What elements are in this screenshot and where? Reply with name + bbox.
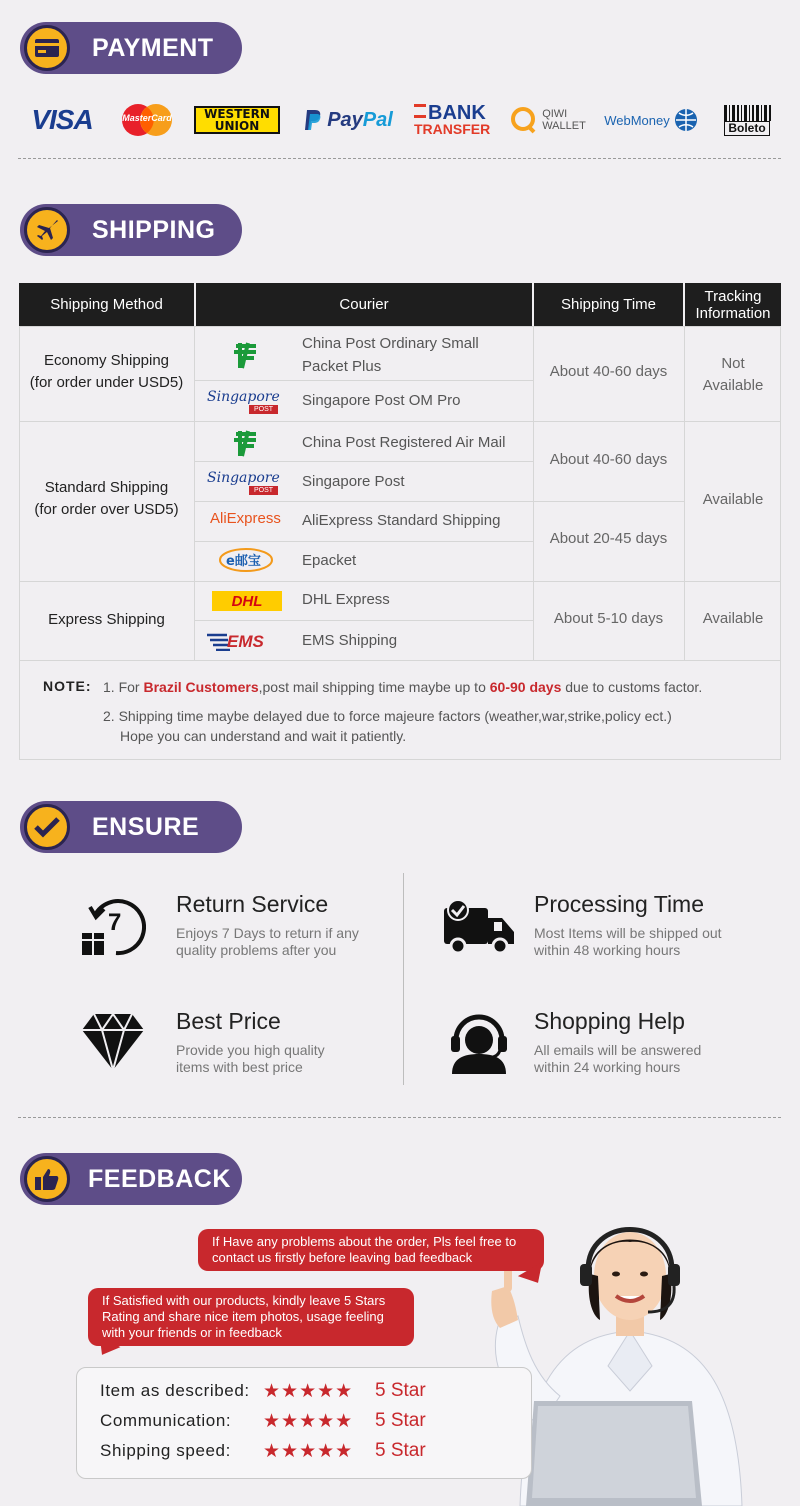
feedback-section-header	[20, 1153, 242, 1205]
best-price-desc	[176, 1042, 325, 1076]
desc-line: All emails will be answered	[534, 1042, 702, 1058]
epacket-logo-text: e邮宝	[226, 554, 261, 569]
webmoney-text: WebMoney	[604, 112, 670, 128]
express-tracking: Available	[702, 610, 764, 627]
note-highlight-brazil: Brazil Customers	[143, 679, 259, 695]
processing-time-desc	[534, 925, 722, 959]
desc-line: within 24 working hours	[534, 1059, 681, 1075]
visa-logo	[22, 100, 102, 140]
courier-china-post-registered: China Post Registered Air Mail	[302, 434, 506, 451]
economy-tracking	[685, 353, 781, 397]
bubble-line: Rating and share nice item photos, usage feeling	[102, 1309, 384, 1324]
china-post-logo-icon	[230, 340, 260, 375]
note-line-2	[103, 708, 672, 724]
shipping-section-header	[20, 204, 242, 256]
mastercard-text: MasterCard	[122, 113, 172, 123]
webmoney-logo	[602, 100, 700, 140]
ensure-divider	[403, 873, 404, 1085]
shopping-help-title: Shopping Help	[534, 1008, 685, 1034]
header-courier: Courier	[196, 283, 532, 326]
standard-time-2: About 20-45 days	[549, 530, 668, 547]
tracking-line: Not	[721, 355, 745, 372]
note-text: For	[118, 679, 144, 695]
ali-text: Ali	[210, 510, 227, 527]
note-line-3: Hope you can understand and wait it patiently.	[120, 728, 407, 744]
ems-logo-text: EMS	[227, 632, 264, 651]
standard-method-label: Standard Shipping	[44, 479, 169, 496]
rating-label-item: Item as described:	[100, 1381, 250, 1400]
bank-lines-icon	[414, 104, 426, 118]
header-shipping-time: Shipping Time	[534, 283, 683, 326]
note-num: 1.	[103, 679, 115, 695]
paypal-text-1: Pay	[327, 108, 363, 131]
bubble-line: with your friends or in feedback	[102, 1325, 282, 1340]
note-label: NOTE:	[43, 678, 92, 694]
courier-epacket: Epacket	[302, 552, 357, 569]
ensure-title: ENSURE	[92, 813, 200, 841]
headset-support-icon	[448, 1010, 510, 1079]
courier-aliexpress-standard: AliExpress Standard Shipping	[302, 512, 501, 529]
table-hline	[19, 660, 781, 661]
airplane-icon	[24, 207, 70, 253]
delivery-truck-icon	[442, 898, 516, 961]
table-hline	[195, 620, 533, 621]
shipping-title: SHIPPING	[92, 216, 216, 244]
desc-line: Enjoys 7 Days to return if any	[176, 925, 359, 941]
singapore-logo-text: Singapore	[207, 389, 280, 405]
bubble-line: contact us firstly before leaving bad feedback	[212, 1250, 473, 1265]
shopping-help-desc	[534, 1042, 701, 1076]
desc-line: within 48 working hours	[534, 942, 681, 958]
express-time: About 5-10 days	[553, 610, 664, 627]
feedback-bubble-contact	[198, 1229, 544, 1271]
desc-line: items with best price	[176, 1059, 303, 1075]
payment-section-header	[20, 22, 242, 74]
checkmark-icon	[24, 804, 70, 850]
bank-transfer-logo	[414, 100, 492, 140]
western-text: WESTERN	[204, 107, 270, 121]
payment-title: PAYMENT	[92, 34, 214, 62]
payment-divider	[18, 158, 781, 159]
transfer-text: TRANSFER	[414, 121, 491, 137]
table-vline	[194, 326, 195, 661]
rating-stars-item: ★★★★★	[263, 1381, 354, 1402]
rating-stars-communication: ★★★★★	[263, 1411, 354, 1432]
table-hline	[195, 501, 684, 502]
best-price-title: Best Price	[176, 1008, 281, 1034]
courier-ems: EMS Shipping	[302, 632, 398, 649]
express-method: Express Shipping	[48, 611, 165, 628]
standard-method-sub: (for order over USD5)	[34, 501, 179, 518]
ems-logo-icon	[207, 631, 287, 653]
courier-singapore-om-pro: Singapore Post OM Pro	[302, 392, 461, 409]
table-hline	[19, 421, 781, 422]
singapore-post-logo-icon	[207, 469, 289, 497]
rating-stars-shipping: ★★★★★	[263, 1441, 354, 1462]
header-tracking: Tracking Information	[685, 283, 781, 326]
note-line-1	[103, 679, 702, 695]
dhl-logo-icon	[212, 591, 282, 611]
courier-china-post-ordinary	[302, 332, 479, 378]
note-text: ,post mail shipping time maybe up to	[258, 679, 490, 695]
economy-method-cell	[19, 350, 194, 394]
tracking-line: Available	[702, 377, 764, 394]
bank-text: BANK	[428, 102, 486, 124]
qiwi-icon	[510, 106, 538, 134]
feedback-bubble-rating	[88, 1288, 414, 1346]
express-text: Express	[226, 510, 281, 527]
rating-value-communication: 5 Star	[375, 1410, 426, 1431]
table-hline	[19, 581, 781, 582]
courier-name-line: China Post Ordinary Small	[302, 335, 479, 352]
bubble-line: If Satisfied with our products, kindly leave 5 Stars	[102, 1293, 386, 1308]
dhl-logo-text: DHL	[231, 592, 263, 610]
barcode-icon	[722, 105, 772, 121]
china-post-logo-icon	[230, 428, 260, 463]
return-service-title: Return Service	[176, 891, 329, 917]
mastercard-logo	[120, 100, 174, 140]
wallet-text: WALLET	[542, 120, 586, 132]
economy-method-label: Economy Shipping	[43, 352, 170, 369]
return-days-number: 7	[108, 909, 122, 936]
table-hline	[195, 380, 533, 381]
header-shipping-method: Shipping Method	[19, 283, 194, 326]
standard-tracking: Available	[702, 491, 764, 508]
diamond-icon	[80, 1012, 146, 1077]
bubble-line: If Have any problems about the order, Pls feel free to	[212, 1234, 517, 1249]
desc-line: Provide you high quality	[176, 1042, 325, 1058]
qiwi-logo	[510, 100, 586, 140]
thumbs-up-icon	[24, 1156, 70, 1202]
paypal-icon	[303, 108, 323, 132]
singapore-post-logo-icon	[207, 388, 289, 416]
standard-method-cell	[19, 477, 194, 521]
rating-label-shipping: Shipping speed:	[100, 1441, 231, 1460]
paypal-logo	[302, 100, 394, 140]
visa-text: VISA	[31, 104, 93, 135]
rating-value-shipping: 5 Star	[375, 1440, 426, 1461]
epacket-logo-icon	[218, 547, 274, 575]
processing-time-title: Processing Time	[534, 891, 705, 917]
qiwi-text: QIWI	[542, 108, 568, 120]
courier-singapore-post: Singapore Post	[302, 473, 405, 490]
western-union-logo	[194, 106, 280, 134]
desc-line: Most Items will be shipped out	[534, 925, 722, 941]
paypal-text-2: Pal	[362, 108, 393, 131]
post-logo-text: POST	[249, 486, 278, 495]
ensure-divider-bottom	[18, 1117, 781, 1118]
singapore-logo-text: Singapore	[207, 470, 280, 486]
rating-label-communication: Communication:	[100, 1411, 232, 1430]
courier-name-line: Packet Plus	[302, 358, 382, 375]
return-7-days-icon	[80, 893, 146, 959]
standard-time-1: About 40-60 days	[549, 451, 668, 468]
table-hline	[195, 541, 533, 542]
note-highlight-days: 60-90 days	[489, 679, 562, 695]
courier-dhl-express: DHL Express	[302, 591, 390, 608]
note-text: Shipping time maybe delayed due to force majeure factors (weather,war,strike,policy ect.)	[118, 708, 672, 724]
boleto-logo	[720, 100, 774, 140]
desc-line: quality problems after you	[176, 942, 337, 958]
ensure-section-header	[20, 801, 242, 853]
feedback-title: FEEDBACK	[88, 1165, 231, 1193]
economy-method-sub: (for order under USD5)	[29, 374, 184, 391]
return-service-desc	[176, 925, 359, 959]
boleto-text: Boleto	[724, 121, 769, 136]
union-text: UNION	[214, 119, 260, 133]
post-logo-text: POST	[249, 405, 278, 414]
note-num: 2.	[103, 708, 115, 724]
webmoney-globe-icon	[674, 108, 698, 132]
economy-time: About 40-60 days	[549, 363, 668, 380]
rating-value-item: 5 Star	[375, 1380, 426, 1401]
aliexpress-logo-icon	[210, 510, 281, 527]
credit-card-icon	[24, 25, 70, 71]
note-text: due to customs factor.	[561, 679, 703, 695]
